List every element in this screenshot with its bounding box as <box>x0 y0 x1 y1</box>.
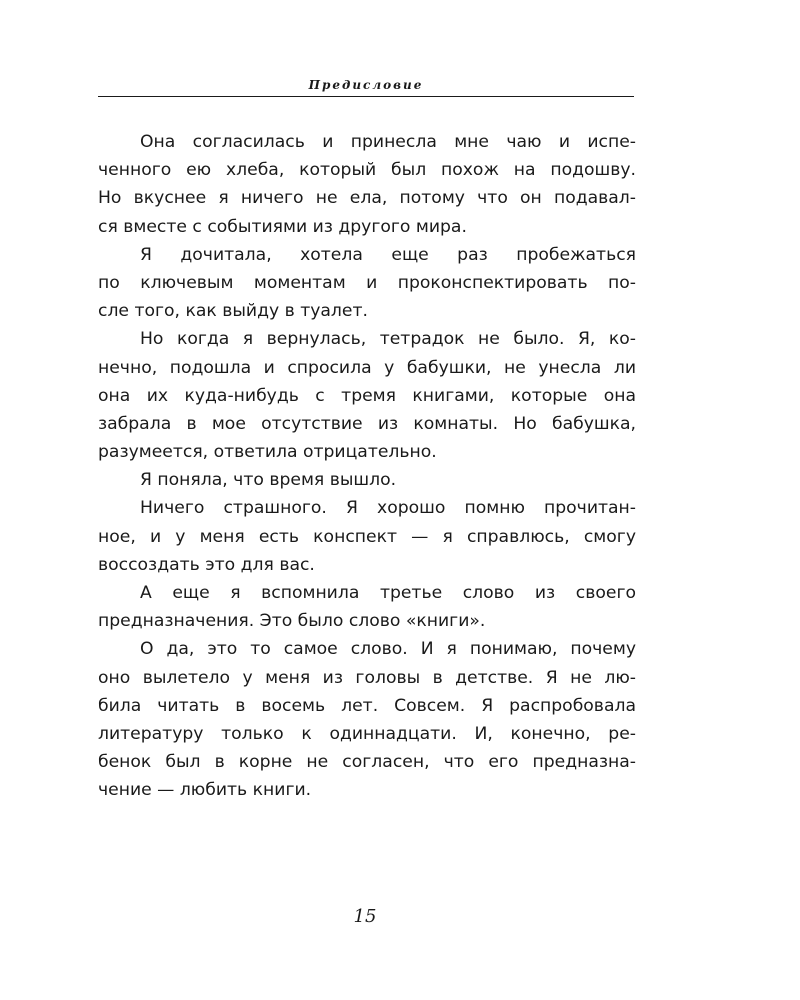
text-line: чение — любить книги. <box>98 780 312 801</box>
text-line: Она согласилась и принесла мне чаю и испе- <box>140 132 636 152</box>
text-line: литературу только к одиннадцати. И, конечно, ре- <box>98 723 636 744</box>
text-line: она их куда-нибудь с тремя книгами, которые она <box>98 385 636 406</box>
text-line: оно вылетело у меня из головы в детстве. Я не лю- <box>98 667 636 688</box>
body-text <box>98 128 636 805</box>
text-line: ся вместе с событиями из другого мира. <box>98 216 467 237</box>
text-line: била читать в восемь лет. Совсем. Я распробовала <box>98 695 636 716</box>
text-line: предназначения. Это было слово «книги». <box>98 611 486 632</box>
text-line: О да, это то самое слово. И я понимаю, почему <box>140 639 636 660</box>
text-line: А еще я вспомнила третье слово из своего <box>140 583 636 603</box>
text-line: сле того, как выйду в туалет. <box>98 301 368 322</box>
text-line: разумеется, ответила отрицательно. <box>98 442 437 463</box>
page-number: 15 <box>353 906 377 927</box>
running-head-title: Предисловие <box>308 78 424 92</box>
text-line: Я поняла, что время вышло. <box>140 470 397 491</box>
text-line: ченного ею хлеба, который был похож на подошву. <box>98 160 636 181</box>
text-line: ное, и у меня есть конспект — я справлюсь, смогу <box>98 526 636 547</box>
text-line: Но вкуснее я ничего не ела, потому что он подавал- <box>98 188 636 209</box>
text-line: воссоздать это для вас. <box>98 554 315 575</box>
text-line: нечно, подошла и спросила у бабушки, не унесла ли <box>98 357 636 378</box>
text-line: бенок был в корне не согласен, что его предназна- <box>98 752 636 773</box>
text-line: по ключевым моментам и проконспектировать по- <box>98 272 636 293</box>
text-line: Но когда я вернулась, тетрадок не было. Я, ко- <box>140 329 636 350</box>
header-rule <box>98 96 634 97</box>
text-line: Я дочитала, хотела еще раз пробежаться <box>140 244 636 265</box>
text-line: Ничего страшного. Я хорошо помню прочитан- <box>140 498 636 519</box>
text-line: забрала в мое отсутствие из комнаты. Но бабушка, <box>98 413 636 434</box>
